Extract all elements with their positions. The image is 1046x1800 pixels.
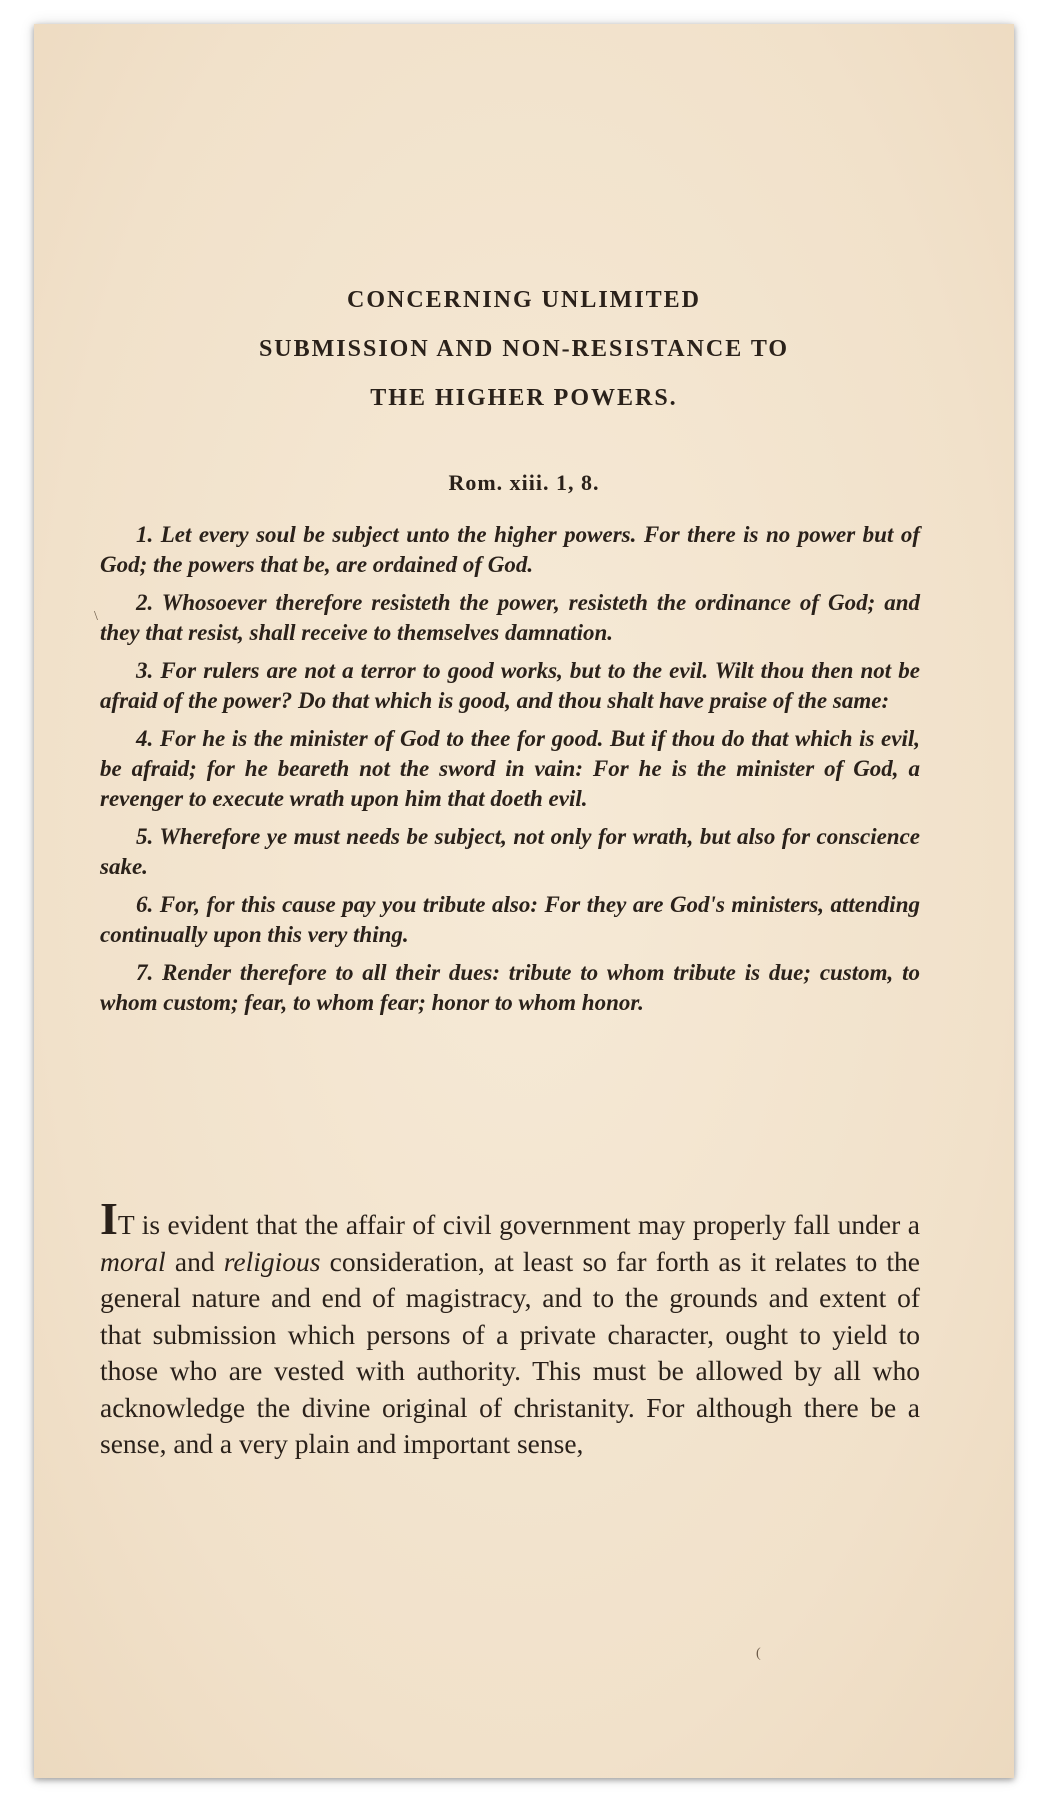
chapter-title	[34, 276, 1014, 423]
verse-2: 2. Whosoever therefore resisteth the power, resisteth the ordinance of God; and they that resist, shall receive to themselves damnation.	[100, 590, 920, 645]
verse-3: 3. For rulers are not a terror to good works, but to the evil. Wilt thou then not be afraid of the power? Do that which is good, and thou shalt have praise of the same:	[100, 658, 920, 713]
paper-speck: \	[94, 609, 98, 624]
body-text-part-1: T is evident that the affair of civil government may properly fall under a	[117, 1209, 920, 1240]
paper-speck: (	[756, 1646, 761, 1661]
body-text-part-2: and	[165, 1245, 224, 1277]
scripture-verses	[100, 520, 920, 1026]
verse-5: 5. Wherefore ye must needs be subject, not only for wrath, but also for conscience sake.	[100, 824, 920, 879]
verse-1: 1. Let every soul be subject unto the higher powers. For there is no power but of God; the powers that be, are ordained of God.	[100, 522, 920, 577]
verse-7: 7. Render therefore to all their dues: tribute to whom tribute is due; custom, to whom custom; fear, to whom fear; honor to whom honor.	[100, 960, 920, 1015]
title-line-2: SUBMISSION AND NON-RESISTANCE TO	[258, 336, 790, 362]
verse-4: 4. For he is the minister of God to thee for good. But if thou do that which is evil, be afraid; for he beareth not the sword in vain: For he is the minister of God, a revenger to execute wrath upon him that doeth evil.	[100, 726, 920, 811]
title-line-3: THE HIGHER POWERS.	[370, 385, 678, 411]
title-line-1: CONCERNING UNLIMITED	[346, 287, 702, 313]
body-emphasis-moral: moral	[100, 1245, 166, 1277]
body-emphasis-religious: religious	[223, 1245, 321, 1277]
scripture-reference: Rom. xiii. 1, 8.	[448, 470, 600, 495]
book-page	[34, 24, 1014, 1778]
body-paragraph	[100, 1193, 920, 1463]
drop-cap: I	[100, 1193, 118, 1244]
body-text-part-3: consideration, at least so far forth as it relates to the general nature and end of magistracy, and to the grounds and extent of that submission which persons of a private character, ought to yield to those who are vested with authority. This must be allowed by all who acknowledge the divine original of christanity. For although there be a sense, and a very plain and important sense,	[100, 1245, 920, 1459]
verse-6: 6. For, for this cause pay you tribute also: For they are God's ministers, attending continually upon this very thing.	[100, 892, 920, 947]
